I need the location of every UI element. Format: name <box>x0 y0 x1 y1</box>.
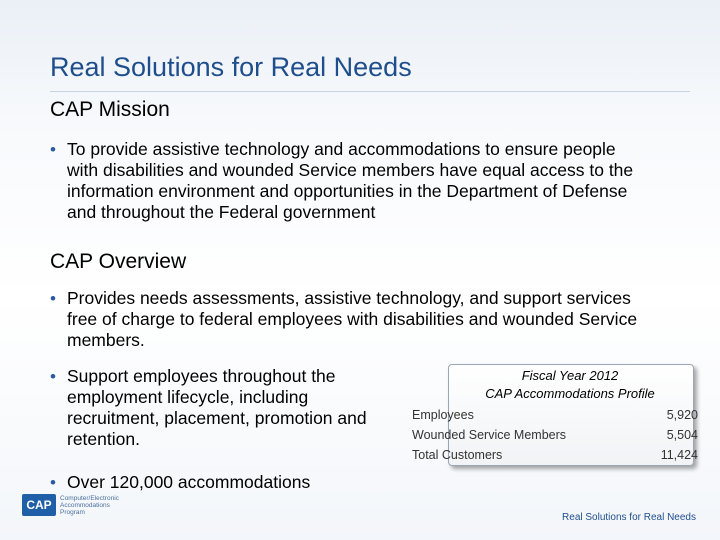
profile-row-label: Total Customers <box>412 448 503 462</box>
slide-title: Real Solutions for Real Needs <box>50 52 412 82</box>
overview-bullet-1 <box>50 288 650 351</box>
profile-row-value: 5,504 <box>666 428 698 442</box>
profile-row-value: 5,920 <box>666 408 698 422</box>
overview-bullet-1-text: Provides needs assessments, assistive technology, and support services free of charge to federal employees with disabilities and wounded Service members. <box>67 288 638 350</box>
profile-row-wounded <box>412 428 700 446</box>
profile-row-employees <box>412 408 700 426</box>
profile-row-total <box>412 448 700 466</box>
profile-row-value: 11,424 <box>660 448 698 462</box>
mission-heading: CAP Mission <box>50 98 170 121</box>
cap-logo-badge: CAP <box>22 494 56 516</box>
accommodations-profile-box <box>412 362 700 466</box>
mission-bullet <box>50 139 650 223</box>
bullet-icon: • <box>50 367 56 386</box>
cap-logo-name: Computer/Electronic Accommodations Program <box>60 495 119 516</box>
bullet-icon: • <box>50 140 56 159</box>
profile-fiscal-year: Fiscal Year 2012 <box>521 368 619 383</box>
title-divider <box>50 91 690 92</box>
cap-logo <box>22 492 132 522</box>
overview-bullet-3 <box>50 472 450 493</box>
overview-bullet-3-text: Over 120,000 accommodations <box>67 472 311 492</box>
footer-text: Real Solutions for Real Needs <box>562 512 696 523</box>
overview-heading: CAP Overview <box>50 250 187 273</box>
overview-bullet-2-text: Support employees throughout the employment lifecycle, including recruitment, placement, promotion and retention. <box>67 366 367 449</box>
profile-row-label: Wounded Service Members <box>412 428 567 442</box>
bullet-icon: • <box>50 473 56 492</box>
bullet-icon: • <box>50 289 56 308</box>
mission-bullet-text: To provide assistive technology and accommodations to ensure people with disabilities and wounded Service members have equal access to the information environment and opportunities in the Department of Defense and throughout the Federal government <box>67 139 634 222</box>
profile-title: CAP Accommodations Profile <box>485 386 655 401</box>
overview-bullet-2 <box>50 366 390 450</box>
profile-row-label: Employees <box>412 408 474 422</box>
